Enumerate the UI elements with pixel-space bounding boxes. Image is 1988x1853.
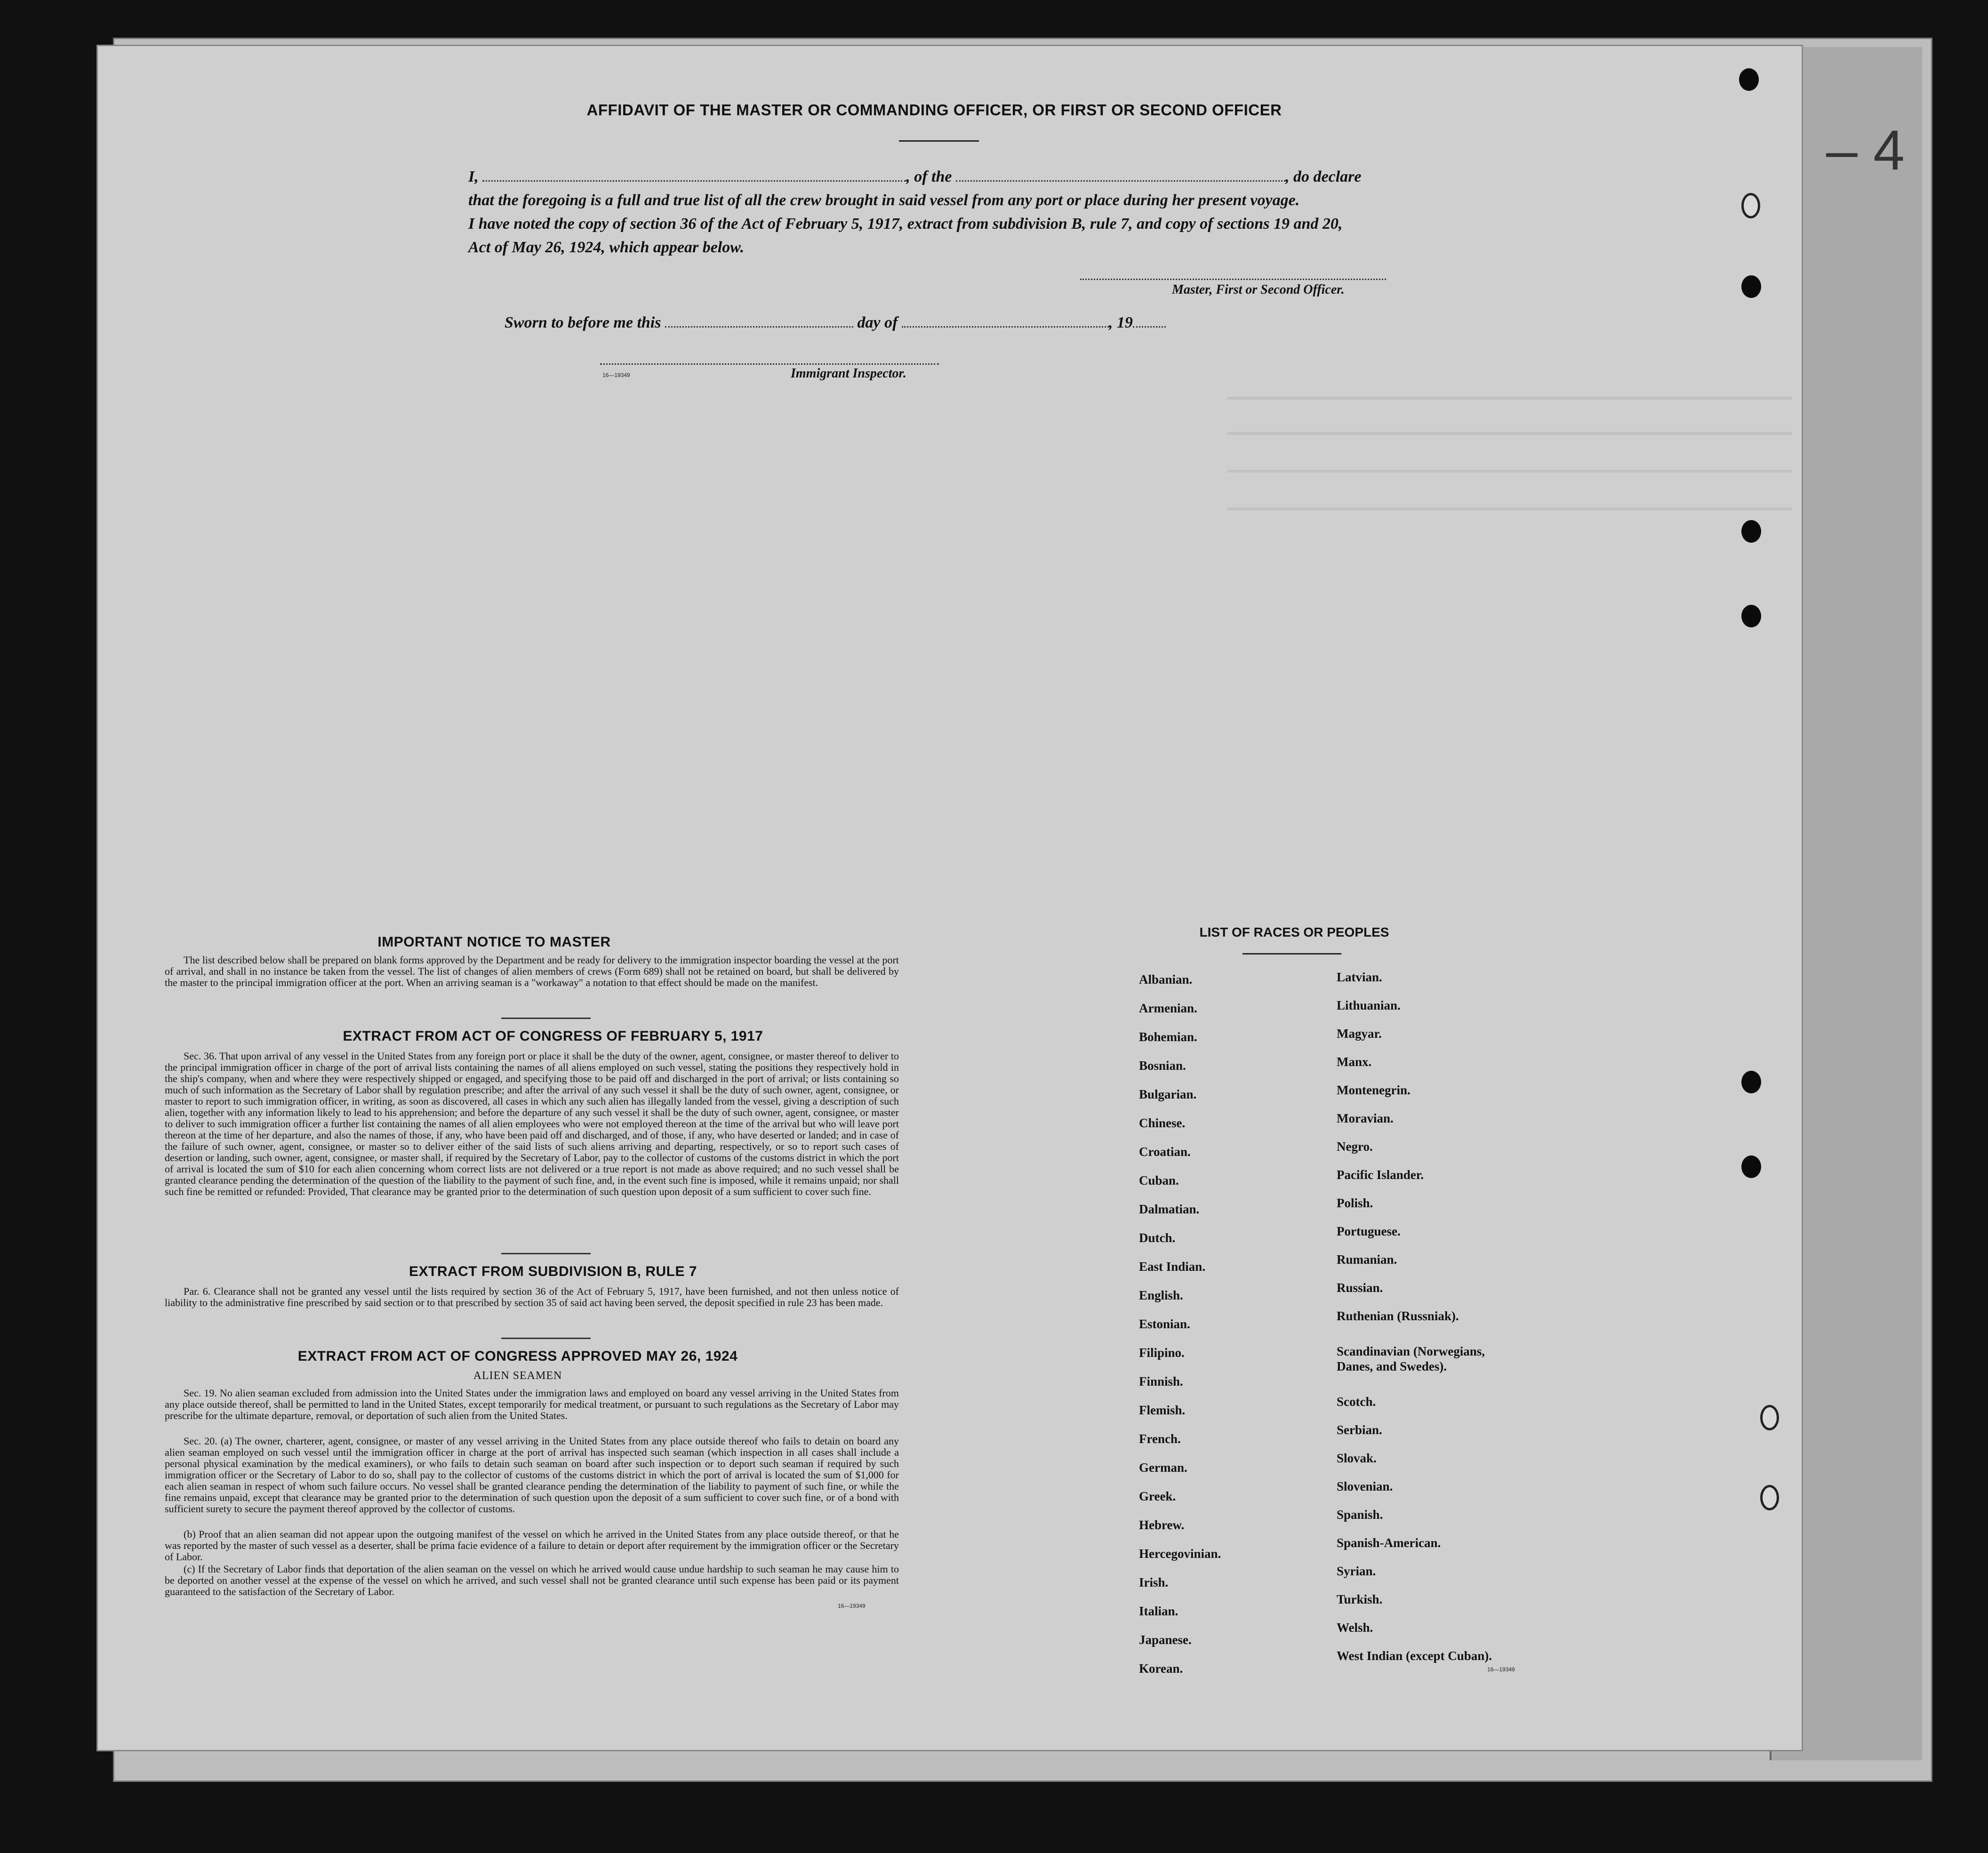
race-item: Flemish.: [1139, 1403, 1186, 1417]
race-item: Negro.: [1337, 1139, 1373, 1154]
punch-hole: [1741, 193, 1760, 218]
race-item: East Indian.: [1139, 1259, 1206, 1274]
sec19-text: Sec. 19. No alien seaman excluded from admission into the United States under the immigration laws and employed on board any vessel arriving in the United States from any place outside thereof, shall be permitted to land in the United States, except temporarily for medical treatment, or pursuant to such regulations as the Secretary of Labor may prescribe for the ultimate departure, removal, or deportation of such alien from the United States.: [165, 1387, 899, 1421]
sworn-year-blank: [1133, 314, 1166, 328]
race-item: Moravian.: [1337, 1111, 1394, 1125]
race-item: Lithuanian.: [1337, 998, 1401, 1012]
alien-seamen-subtitle: ALIEN SEAMEN: [473, 1370, 562, 1382]
punch-hole: [1760, 1485, 1779, 1510]
race-item: Cuban.: [1139, 1173, 1179, 1187]
race-item: Rumanian.: [1337, 1252, 1397, 1267]
affidavit-line-2: that the foregoing is a full and true list of all the crew brought in said vessel from any port or place during her present voyage.: [468, 192, 1300, 209]
race-item: Armenian.: [1139, 1001, 1197, 1015]
race-item: Scandinavian (Norwegians, Danes, and Swedes).: [1337, 1344, 1485, 1373]
extract-rule7-text: Par. 6. Clearance shall not be granted any vessel until the lists required by section 36 of the Act of February 5, 1917, have been furnished, and not then unless notice of liability to the administrative fine prescribed by said section or to that prescribed by section 35 of said act having been served, the deposit specified in rule 23 has been made.: [165, 1285, 899, 1308]
notice-text: The list described below shall be prepared on blank forms approved by the Department and be ready for delivery to the immigration inspector boarding the vessel at the port of arrival, and shall in no instance be taken from the vessel. The list of changes of alien members of crews (Form 689) shall not be retained on board, but shall be delivered by the master to the principal immigration officer at the port. When an arriving seaman is a "workaway" a notation to that effect should be made on the manifest.: [165, 954, 899, 988]
race-item: Serbian.: [1337, 1423, 1382, 1437]
notice-title: IMPORTANT NOTICE TO MASTER: [377, 934, 611, 950]
extract-rule7-title: EXTRACT FROM SUBDIVISION B, RULE 7: [409, 1264, 697, 1279]
form-number: 16—19349: [602, 372, 630, 378]
sworn-month-blank: [902, 314, 1109, 328]
race-item: Italian.: [1139, 1604, 1178, 1618]
affidavit-i: I,: [468, 168, 479, 185]
sec20a-text: Sec. 20. (a) The owner, charterer, agent, consignee, or master of any vessel arriving in the United States from any place outside thereof who fails to detain on board any alien seaman employed on such vessel until the immigration officer in charge at the port of arrival has inspected such seaman (which inspection in all cases shall include a personal physical examination by the medical examiners), or who fails to detain such seaman on board after such inspection or to deport such seaman if required by such immigration officer or the Secretary of Labor to do so, shall pay to the collector of customs of the customs district in which the port of arrival is located the sum of $1,000 for each alien seaman in respect of whom such failure occurs. No vessel shall be granted clearance pending the determination of the liability to payment of such fine, or while the fine remains unpaid, except that clearance may be granted prior to the determination of such question upon the deposit of a sum sufficient to cover such fine, or of a bond with sufficient surety to secure the payment thereof approved by the collector of customs.: [165, 1435, 899, 1515]
race-item: Hercegovinian.: [1139, 1547, 1221, 1561]
race-item: Ruthenian (Russniak).: [1337, 1309, 1459, 1323]
race-item: Estonian.: [1139, 1317, 1190, 1331]
race-item: Dutch.: [1139, 1231, 1176, 1245]
race-item: Slovenian.: [1337, 1479, 1393, 1493]
race-item: Russian.: [1337, 1281, 1383, 1295]
vessel-blank: [956, 168, 1285, 182]
punch-hole: [1741, 275, 1761, 298]
punch-hole: [1739, 68, 1759, 91]
title-rule: [899, 140, 979, 142]
extract-1917-title: EXTRACT FROM ACT OF CONGRESS OF FEBRUARY 5, 1917: [343, 1028, 763, 1044]
punch-hole: [1741, 1071, 1761, 1093]
races-title: LIST OF RACES OR PEOPLES: [1199, 925, 1389, 939]
race-item: Scotch.: [1337, 1395, 1376, 1409]
race-item: Bulgarian.: [1139, 1087, 1197, 1101]
race-item: Filipino.: [1139, 1346, 1185, 1360]
race-item: Dalmatian.: [1139, 1202, 1200, 1216]
punch-hole: [1741, 520, 1761, 543]
race-item: Syrian.: [1337, 1564, 1376, 1578]
race-item: Portuguese.: [1337, 1224, 1401, 1238]
affidavit-line-3: I have noted the copy of section 36 of the Act of February 5, 1917, extract from subdivision B, rule 7, and copy of sections 19 and 20,: [468, 215, 1343, 233]
races-title-rule: [1242, 953, 1341, 955]
bleed-through-line: [1227, 432, 1792, 435]
punch-hole: [1760, 1405, 1779, 1430]
section-rule: [501, 1018, 591, 1019]
sworn-line: [505, 311, 1258, 335]
pencil-annotation: – 4: [1826, 119, 1905, 182]
race-item: Turkish.: [1337, 1592, 1383, 1606]
race-item: Polish.: [1337, 1196, 1373, 1210]
race-item: Greek.: [1139, 1489, 1176, 1503]
affidavit-title: AFFIDAVIT OF THE MASTER OR COMMANDING OFFICER, OR FIRST OR SECOND OFFICER: [586, 101, 1282, 119]
sworn-label: Sworn to before me this: [505, 314, 661, 331]
race-item: Bosnian.: [1139, 1059, 1186, 1073]
race-item: Chinese.: [1139, 1116, 1186, 1130]
race-item: Hebrew.: [1139, 1518, 1185, 1532]
bleed-through-line: [1227, 507, 1792, 510]
race-item: Irish.: [1139, 1575, 1169, 1589]
form-number: 16—19349: [838, 1603, 866, 1609]
race-item: Japanese.: [1139, 1633, 1192, 1647]
year-label: , 19: [1108, 314, 1133, 331]
race-item: German.: [1139, 1460, 1187, 1475]
race-item: Latvian.: [1337, 970, 1382, 984]
race-item: Montenegrin.: [1337, 1083, 1411, 1097]
punch-hole: [1741, 1155, 1761, 1178]
race-item: West Indian (except Cuban).: [1337, 1649, 1492, 1663]
extract-1924-title: EXTRACT FROM ACT OF CONGRESS APPROVED MAY 26, 1924: [297, 1348, 738, 1364]
race-item: Albanian.: [1139, 972, 1193, 987]
sworn-day-blank: [665, 314, 853, 328]
bleed-through-line: [1227, 397, 1792, 400]
race-item: Bohemian.: [1139, 1030, 1197, 1044]
extract-1917-text: Sec. 36. That upon arrival of any vessel in the United States from any foreign port or place it shall be the duty of the owner, agent, consignee, or master thereof to deliver to the principal immigration officer in charge of the port of arrival lists containing the names of all aliens employed on such vessel, stating the positions they respectively hold in the ship's company, when and where they were respectively shipped or engaged, and specifying those to be paid off and discharged in the port of arrival; or lists containing so much of such information as the Secretary of Labor shall by regulation prescribe; and after the arrival of any such vessel it shall be the duty of such owner, agent, consignee, or master to report to such immigration officer, in writing, as soon as discovered, all cases in which any such alien has illegally landed from the vessel, giving a description of such alien, together with any information likely to lead to his apprehension; and before the departure of any such vessel it shall be the duty of such owner, agent, consignee, or master to deliver to such immigration officer a further list containing the names of all alien employees who were not employed thereon at the time of the arrival but who will leave port thereon at the time of her departure, and also the names of those, if any, who have been paid off and discharged, and of those, if any, who have deserted or landed; and in case of the failure of such owner, agent, consignee, or master so to deliver either of the said lists of such aliens arriving and departing, respectively, or so to report such cases of desertion or landing, such owner, agent, consignee, or master shall, if required by the Secretary of Labor, pay to the collector of customs of the customs district in which the port of arrival is located the sum of $10 for each alien concerning whom correct lists are not delivered or a true report is not made as above required; and no such vessel shall be granted clearance pending the determination of the question of the liability to the payment of such fine, and, in the event such fine is imposed, while it remains unpaid; nor shall such fine be remitted or refunded: Provided, That clearance may be granted prior to the determination of such question upon deposit of a sum sufficient to cover such fine.: [165, 1050, 899, 1197]
form-number: 16—19349: [1487, 1666, 1515, 1673]
bleed-through-line: [1227, 470, 1792, 473]
sec20c-text: (c) If the Secretary of Labor finds that deportation of the alien seaman on the vessel on which he arrived would cause undue hardship to such seaman he may cause him to be deported on another vessel at the expense of the vessel on which he arrived, and such vessel shall not be granted clearance until such expense has been paid or its payment guaranteed to the satisfaction of the Secretary of Labor.: [165, 1563, 899, 1597]
affidavit-of-the: , of the: [906, 168, 952, 185]
race-item: Welsh.: [1337, 1620, 1373, 1635]
day-of-label: day of: [857, 314, 898, 331]
inspector-caption: Immigrant Inspector.: [791, 366, 906, 381]
affidavit-line-4: Act of May 26, 1924, which appear below.: [468, 239, 745, 256]
race-item: Pacific Islander.: [1337, 1168, 1424, 1182]
name-blank: [482, 168, 906, 182]
inspector-signature-line: [600, 363, 939, 365]
race-item: Magyar.: [1337, 1027, 1382, 1041]
race-item: Manx.: [1337, 1055, 1372, 1069]
affidavit-declare: , do declare: [1285, 168, 1362, 185]
race-item: Slovak.: [1337, 1451, 1377, 1465]
race-item: English.: [1139, 1288, 1183, 1302]
sec20b-text: (b) Proof that an alien seaman did not appear upon the outgoing manifest of the vessel on which he arrived in the United States from any place outside thereof, or that he was reported by the master of such vessel as a deserter, shall be prima facie evidence of a failure to detain or deport after requirement by the immigration officer or the Secretary of Labor.: [165, 1528, 899, 1563]
race-item: Finnish.: [1139, 1374, 1183, 1388]
race-item: Korean.: [1139, 1661, 1183, 1676]
section-rule: [501, 1253, 591, 1254]
race-item: Spanish.: [1337, 1508, 1383, 1522]
section-rule: [501, 1338, 591, 1339]
master-signature-line: [1080, 279, 1386, 280]
race-item: Croatian.: [1139, 1145, 1191, 1159]
punch-hole: [1741, 605, 1761, 627]
race-item: French.: [1139, 1432, 1181, 1446]
master-caption: Master, First or Second Officer.: [1172, 282, 1345, 297]
race-item: Spanish-American.: [1337, 1536, 1441, 1550]
affidavit-line-1: [468, 165, 1410, 189]
